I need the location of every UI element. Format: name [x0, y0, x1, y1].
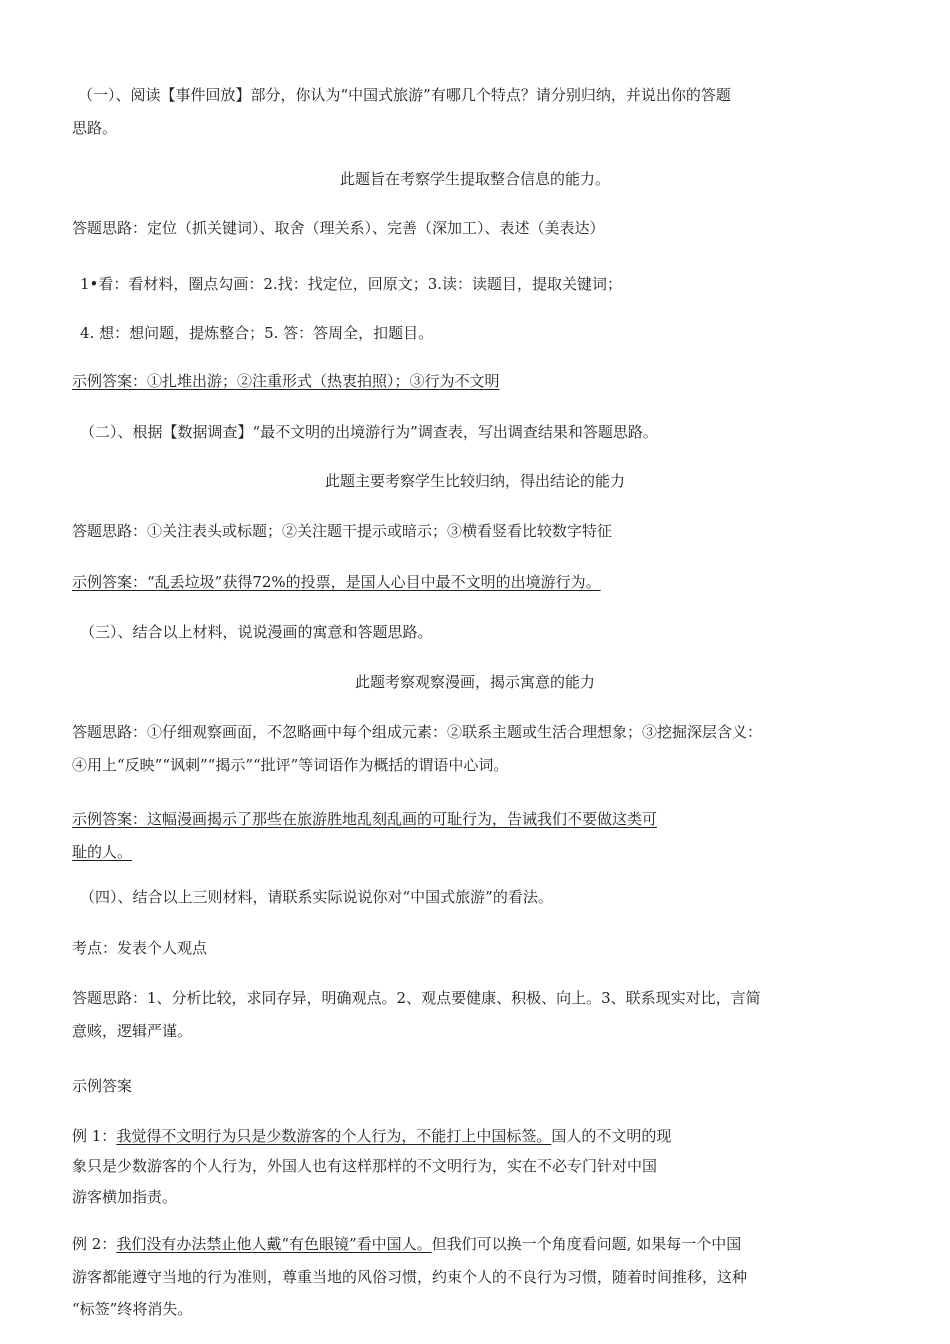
q4-sample-heading: 示例答案 [72, 1077, 133, 1095]
example-1-rest: 国人的不文明的现 [551, 1127, 672, 1145]
q1-prompt-line1: （一）、阅读【事件回放】部分，你认为“中国式旅游”有哪几个特点？请分别归纳，并说出你的答题 [78, 86, 731, 104]
q4-point: 考点：发表个人观点 [72, 939, 208, 957]
q1-steps-line2: 4. 想：想问题，提炼整合；5. 答：答周全，扣题目。 [80, 324, 434, 342]
q3-prompt: （三）、结合以上材料，说说漫画的寓意和答题思路。 [80, 623, 433, 641]
q4-prompt: （四）、结合以上三则材料，请联系实际说说你对“中国式旅游”的看法。 [80, 888, 553, 906]
q3-sample-line1: 示例答案：这幅漫画揭示了那些在旅游胜地乱刻乱画的可耻行为，告诫我们不要做这类可 [72, 810, 658, 828]
example-1-line2: 象只是少数游客的个人行为，外国人也有这样那样的不文明行为，实在不必专门针对中国 [72, 1157, 658, 1175]
q4-thinking-line2: 意赅，逻辑严谨。 [72, 1022, 193, 1040]
q2-sample-answer: 示例答案：“乱丢垃圾”获得72%的投票，是国人心目中最不文明的出境游行为。 [72, 573, 601, 591]
example-2-label: 例 2： [72, 1235, 117, 1253]
q3-intent: 此题考察观察漫画，揭示寓意的能力 [354, 673, 595, 691]
q1-intent: 此题旨在考察学生提取整合信息的能力。 [339, 170, 610, 188]
example-1-claim: 我觉得不文明行为只是少数游客的个人行为，不能打上中国标签。 [116, 1127, 552, 1145]
example-1-line1 [72, 1125, 671, 1147]
q2-thinking: 答题思路：①关注表头或标题；②关注题干提示或暗示；③横看竖看比较数字特征 [72, 522, 613, 540]
q3-thinking-line1: 答题思路：①仔细观察画面，不忽略画中每个组成元素：②联系主题或生活合理想象；③挖掘深层含义： [72, 723, 763, 741]
example-2-claim: 我们没有办法禁止他人戴“有色眼镜”看中国人。 [116, 1235, 432, 1253]
q2-prompt: （二）、根据【数据调查】“最不文明的出境游行为”调查表，写出调查结果和答题思路。 [80, 423, 658, 441]
q1-thinking: 答题思路：定位（抓关键词）、取舍（理关系）、完善（深加工）、表述（美表达） [72, 219, 605, 237]
example-1-label: 例 1： [72, 1127, 117, 1145]
q3-thinking-line2: ④用上“反映”“讽刺”“揭示”“批评”等词语作为概括的谓语中心词。 [72, 756, 509, 774]
q1-steps-line1: 1•看：看材料，圈点勾画：2.找：找定位，回原文；3.读：读题目，提取关键词； [80, 275, 623, 293]
example-2-line2: 游客都能遵守当地的行为准则，尊重当地的风俗习惯，约束个人的不良行为习惯，随着时间推移，这种 [72, 1268, 748, 1286]
example-2-rest: 但我们可以换一个角度看问题, 如果每一个中国 [431, 1235, 742, 1253]
example-2-line3: “标签”终将消失。 [72, 1300, 193, 1318]
example-2-line1 [72, 1233, 741, 1255]
q4-thinking-line1: 答题思路：1、分析比较，求同存异，明确观点。2、观点要健康、积极、向上。3、联系现实对比，言简 [72, 989, 761, 1007]
example-1-line3: 游客横加指责。 [72, 1188, 178, 1206]
q3-sample-line2: 耻的人。 [72, 843, 133, 861]
q1-sample-answer: 示例答案：①扎堆出游；②注重形式（热衷拍照）；③行为不文明 [72, 372, 500, 390]
q2-intent: 此题主要考察学生比较归纳，得出结论的能力 [324, 472, 625, 490]
q1-prompt-line2: 思路。 [72, 119, 118, 137]
